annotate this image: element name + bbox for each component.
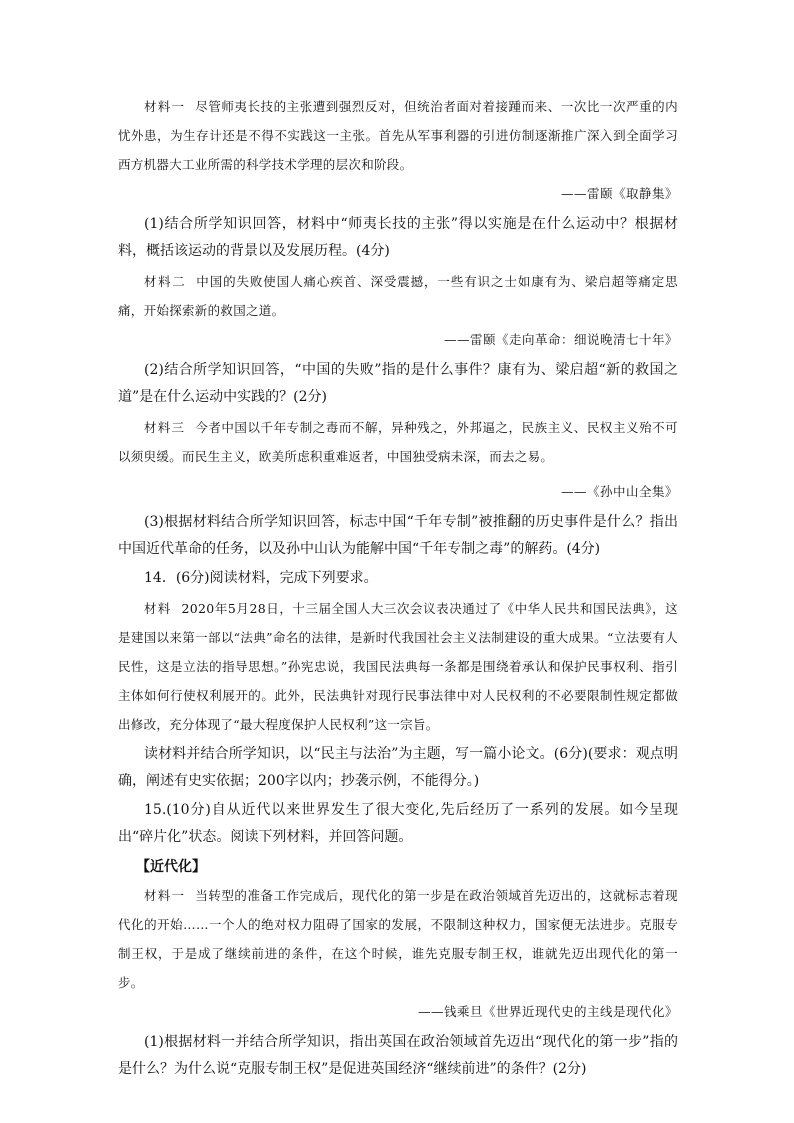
- material-2: [118, 267, 678, 325]
- section-heading: 【近代化】: [136, 859, 206, 875]
- material-label: 材料二: [144, 274, 187, 289]
- material-1: [118, 92, 678, 179]
- material-text: 今者中国以千年专制之毒而不解，异种残之，外邦逼之，民族主义、民权主义殆不可以须臾缓。而民生主义，欧美所虑积重难返者，中国独受病未深，而去之易。: [118, 420, 678, 464]
- question-15-1: (1)根据材料一并结合所学知识，指出英国在政治领域首先迈出“现代化的第一步”指的是什么？为什么说“克服专制王权”是促进英国经济“继续前进”的条件？(2分): [118, 1034, 678, 1077]
- exam-page: [118, 92, 678, 1085]
- question-13-2: (2)结合所学知识回答，“中国的失败”指的是什么事件？康有为、梁启超“新的救国之道”是在什么运动中实践的？(2分): [118, 362, 678, 405]
- material-15: [118, 881, 678, 997]
- material-text: 中国的失败使国人痛心疾首、深受震撼，一些有识之士如康有为、梁启超等痛定思痛，开始探索新的救国之道。: [118, 274, 678, 318]
- question-14-title: 14．(6分)阅读材料，完成下列要求。: [144, 570, 378, 586]
- material-3: [118, 413, 678, 471]
- material-source: ——雷颐《取静集》: [560, 186, 678, 201]
- question-13-1: (1)结合所学知识回答，材料中“师夷长技的主张”得以实施是在什么运动中？根据材料，概括该运动的背景以及发展历程。(4分): [118, 216, 678, 259]
- question-13-3: (3)根据材料结合所学知识回答，标志中国“千年专制”被推翻的历史事件是什么？指出中国近代革命的任务，以及孙中山认为能解中国“千年专制之毒”的解药。(4分): [118, 514, 678, 557]
- material-label: 材料一: [144, 99, 186, 114]
- material-source: ——雷颐《走向革命：细说晚清七十年》: [443, 332, 678, 347]
- material-text: 尽管师夷长技的主张遭到强烈反对，但统治者面对着接踵而来、一次比一次严重的内忧外患，为生存计还是不得不实践这一主张。首先从军事利器的引进仿制逐渐推广深入到全面学习西方机器大工业所需的科学技术学理的层次和阶段。: [118, 99, 678, 172]
- material-label: 材料三: [144, 420, 186, 435]
- material-source: ——钱乘旦《世界近现代史的主线是现代化》: [417, 1004, 678, 1019]
- question-14-task: 读材料并结合所学知识，以“民主与法治”为主题，写一篇小论文。(6分)(要求：观点明确，阐述有史实依据；200字以内；抄袭示例，不能得分。): [118, 746, 678, 789]
- material-14: [118, 594, 678, 739]
- question-15-title: 15.(10分)自从近代以来世界发生了很大变化,先后经历了一系列的发展。如今呈现出“碎片化”状态。阅读下列材料，并回答问题。: [118, 802, 678, 845]
- material-source: ——《孙中山全集》: [560, 484, 678, 499]
- material-label: 材料一: [144, 888, 186, 903]
- material-text: 2020年5月28日，十三届全国人大三次会议表决通过了《中华人民共和国民法典》，这是建国以来第一部以“法典”命名的法律，是新时代我国社会主义法制建设的重大成果。“立法要有人民性，这是立法的指导思想。”孙宪忠说，我国民法典每一条都是围绕着承认和保护民事权利、指引主体如何行使权利展开的。此外，民法典针对现行民事法律中对人民权利的不必要限制性规定都做出修改，充分体现了“最大程度保护人民权利”这一宗旨。: [118, 601, 678, 732]
- material-text: 当转型的准备工作完成后，现代化的第一步是在政治领域首先迈出的，这就标志着现代化的开始……一个人的绝对权力阻碍了国家的发展，不限制这种权力，国家便无法进步。克服专制王权，于是成了继续前进的条件，在这个时候，谁先克服专制王权，谁就先迈出现代化的第一步。: [118, 888, 678, 990]
- material-label: 材料: [144, 601, 172, 616]
